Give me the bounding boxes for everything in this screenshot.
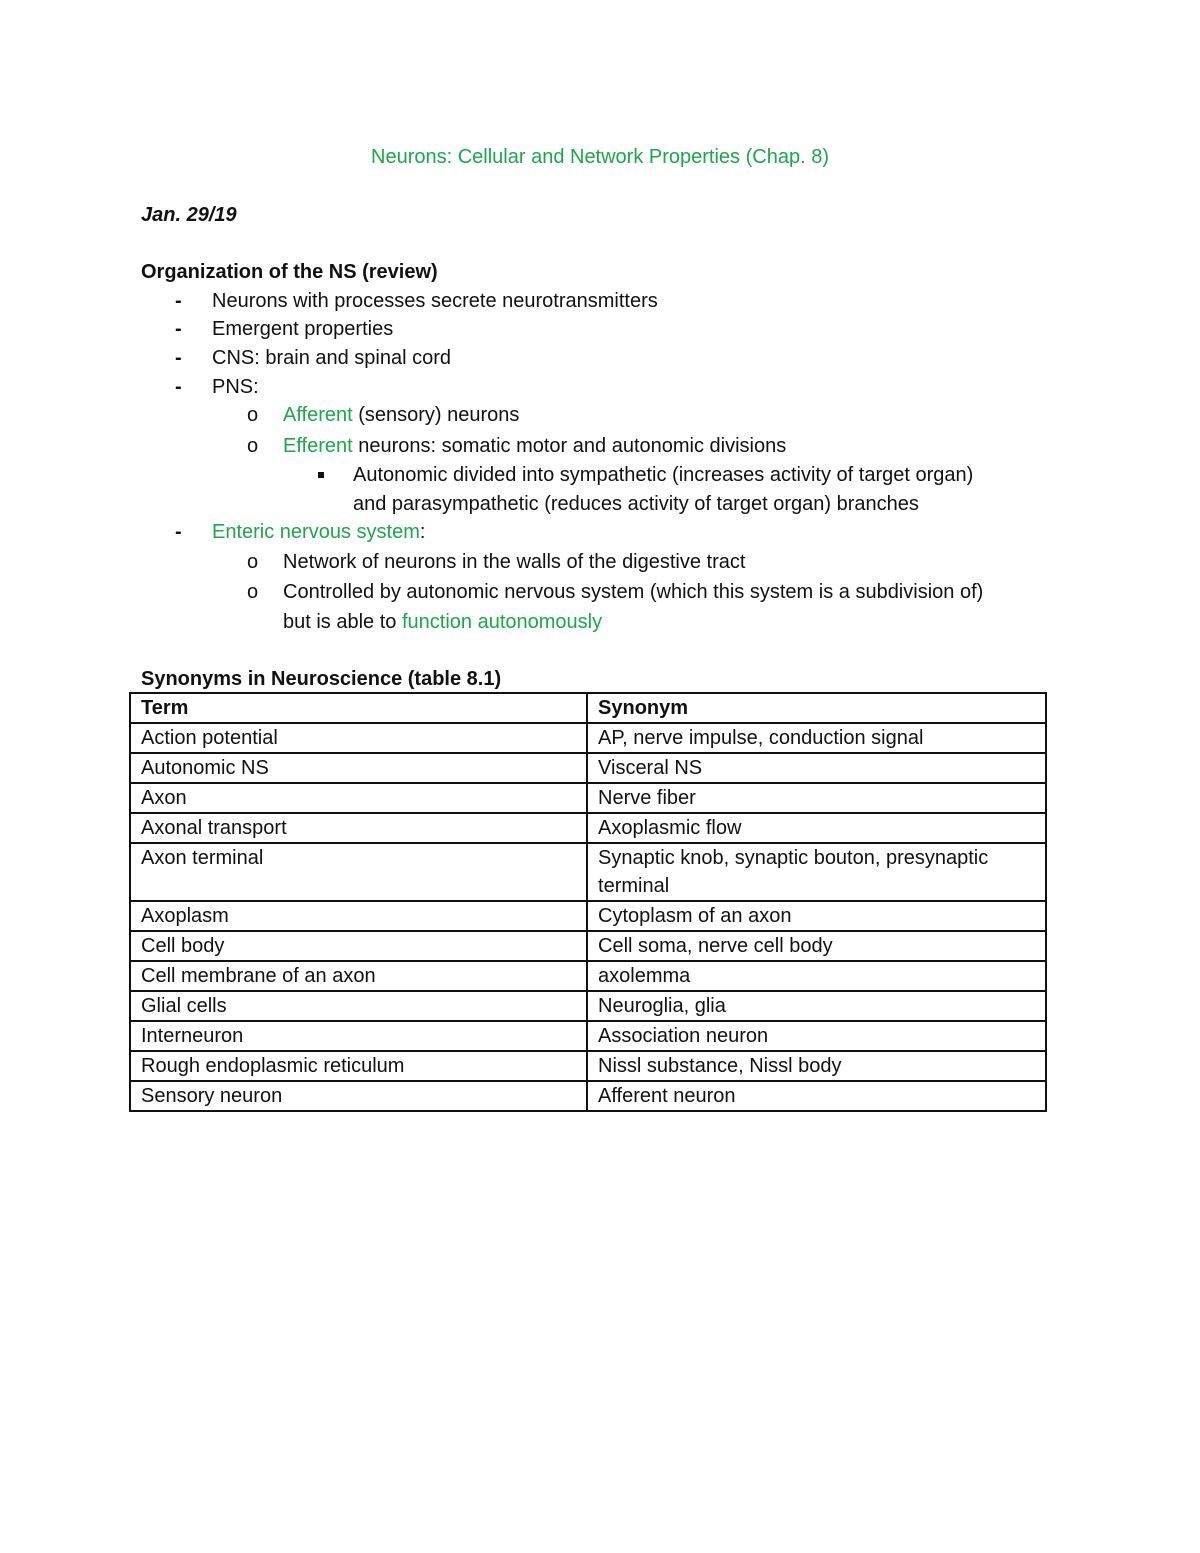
synonyms-table (129, 692, 1047, 1112)
synonym-cell: AP, nerve impulse, conduction signal (587, 723, 1046, 753)
table-row (130, 1021, 1046, 1051)
afferent-description: (sensory) neurons (352, 404, 520, 426)
synonym-cell: Afferent neuron (587, 1081, 1046, 1111)
term-cell: Axoplasm (130, 901, 587, 931)
term-cell: Interneuron (130, 1021, 587, 1051)
circle-bullet-icon: o (247, 551, 259, 573)
synonym-cell: Synaptic knob, synaptic bouton, presynaptic terminal (587, 843, 1046, 901)
afferent-term: Afferent (283, 404, 353, 426)
list-item: Autonomic divided into sympathetic (increases activity of target organ) (353, 464, 974, 486)
list-item: Neurons with processes secrete neurotransmitters (212, 290, 658, 312)
list-item-efferent (283, 432, 786, 460)
table-row (130, 753, 1046, 783)
enteric-term: Enteric nervous system (212, 521, 420, 543)
synonym-cell: axolemma (587, 961, 1046, 991)
list-item: Emergent properties (212, 318, 394, 340)
dash-bullet-icon: - (175, 521, 182, 543)
term-cell: Action potential (130, 723, 587, 753)
table-row (130, 1081, 1046, 1111)
column-header-synonym: Synonym (587, 693, 1046, 723)
term-cell: Rough endoplasmic reticulum (130, 1051, 587, 1081)
synonym-cell: Visceral NS (587, 753, 1046, 783)
term-cell: Autonomic NS (130, 753, 587, 783)
list-item-continuation: and parasympathetic (reduces activity of target organ) branches (353, 493, 919, 515)
synonym-cell: Nissl substance, Nissl body (587, 1051, 1046, 1081)
dash-bullet-icon: - (175, 376, 182, 398)
list-item-continuation (283, 608, 602, 636)
term-cell: Axon (130, 783, 587, 813)
enteric-colon: : (419, 521, 426, 543)
list-item: CNS: brain and spinal cord (212, 347, 452, 369)
table-row (130, 931, 1046, 961)
dash-bullet-icon: - (175, 347, 182, 369)
term-cell: Axon terminal (130, 843, 587, 901)
term-cell: Glial cells (130, 991, 587, 1021)
organization-heading: Organization of the NS (review) (141, 261, 438, 283)
table-row (130, 901, 1046, 931)
table-row (130, 723, 1046, 753)
table-header-row (130, 693, 1046, 723)
column-header-term: Term (130, 693, 587, 723)
synonym-cell: Axoplasmic flow (587, 813, 1046, 843)
list-item-enteric (212, 518, 425, 546)
term-cell: Sensory neuron (130, 1081, 587, 1111)
autonomous-function-term: function autonomously (401, 611, 603, 633)
synonym-cell: Cytoplasm of an axon (587, 901, 1046, 931)
dash-bullet-icon: - (175, 290, 182, 312)
synonym-cell: Cell soma, nerve cell body (587, 931, 1046, 961)
circle-bullet-icon: o (247, 435, 259, 457)
synonyms-heading: Synonyms in Neuroscience (table 8.1) (141, 668, 502, 690)
dash-bullet-icon: - (175, 318, 182, 340)
page-title: Neurons: Cellular and Network Properties (Chap. 8) (371, 146, 829, 168)
table-row (130, 991, 1046, 1021)
efferent-description: neurons: somatic motor and autonomic divisions (352, 435, 787, 457)
synonym-cell: Neuroglia, glia (587, 991, 1046, 1021)
list-item-afferent (283, 401, 519, 429)
table-row (130, 783, 1046, 813)
term-cell: Cell body (130, 931, 587, 961)
synonym-cell: Association neuron (587, 1021, 1046, 1051)
circle-bullet-icon: o (247, 581, 259, 603)
square-bullet-icon (318, 472, 324, 478)
date: Jan. 29/19 (141, 204, 237, 226)
table-row (130, 813, 1046, 843)
efferent-term: Efferent (283, 435, 353, 457)
list-item: PNS: (212, 376, 259, 398)
list-item: Network of neurons in the walls of the digestive tract (283, 551, 746, 573)
circle-bullet-icon: o (247, 404, 259, 426)
continuation-text: but is able to (283, 611, 402, 633)
table-row (130, 843, 1046, 901)
table-row (130, 961, 1046, 991)
term-cell: Cell membrane of an axon (130, 961, 587, 991)
table-row (130, 1051, 1046, 1081)
list-item: Controlled by autonomic nervous system (which this system is a subdivision of) (283, 581, 984, 603)
term-cell: Axonal transport (130, 813, 587, 843)
synonym-cell: Nerve fiber (587, 783, 1046, 813)
